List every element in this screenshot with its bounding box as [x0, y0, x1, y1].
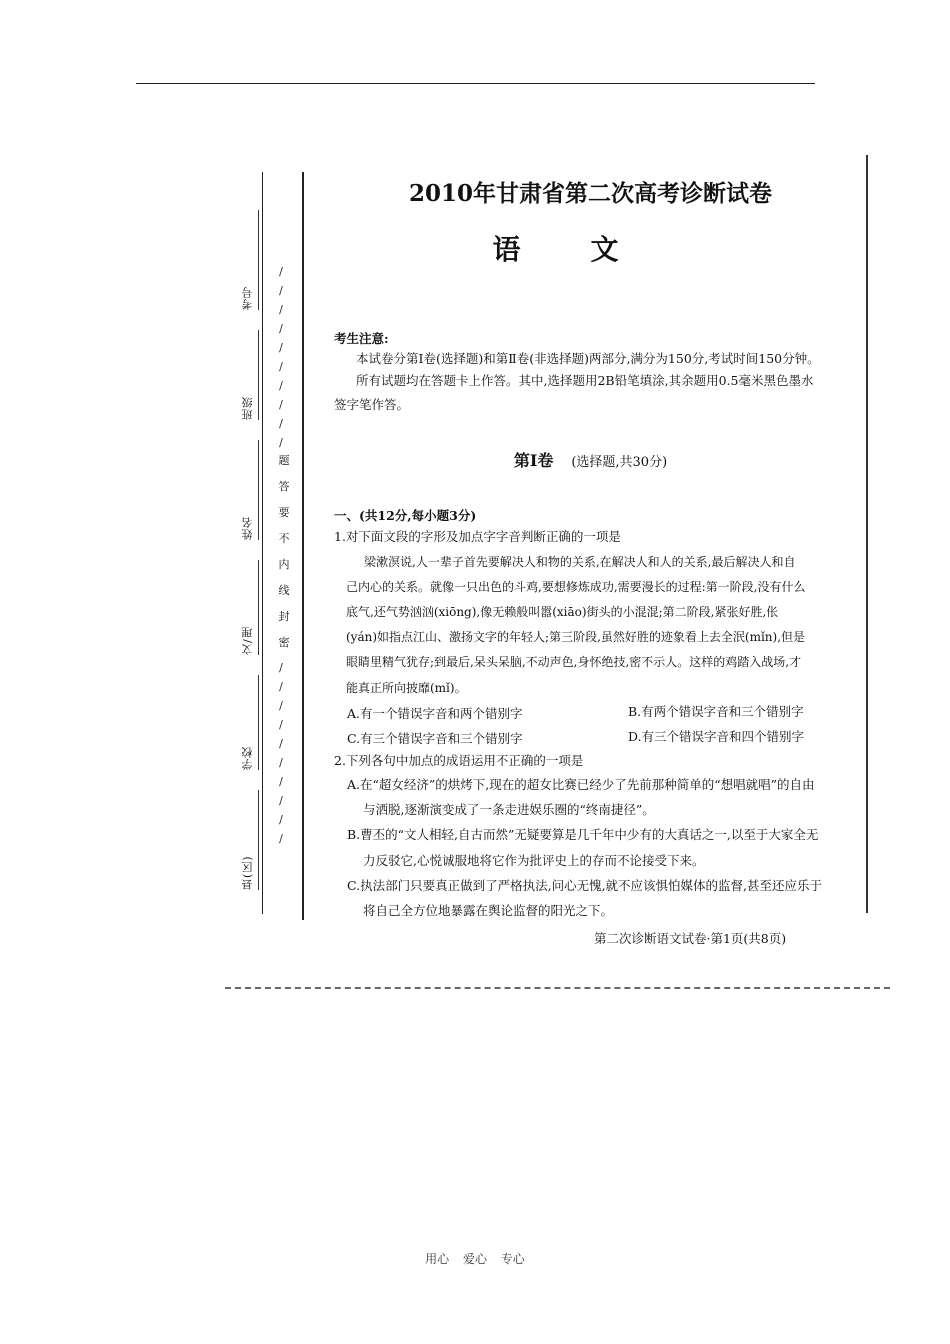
field-name-label: 姓名: [241, 516, 254, 540]
seal-char-1: 题: [278, 454, 290, 467]
field-class-label: 班级: [241, 396, 254, 420]
seal-char-8: 密: [278, 636, 290, 649]
page-footer: 第二次诊断语文试卷·第1页(共8页): [594, 931, 787, 946]
binding-line-right: [302, 172, 304, 920]
exam-title: 2010年甘肃省第二次高考诊断试卷: [408, 180, 772, 207]
field-school[interactable]: [240, 675, 259, 770]
seal-char-4: 不: [278, 532, 290, 545]
part1-heading: 一、(共12分,每小题3分): [334, 508, 477, 523]
field-exam-id-label: 考号: [241, 286, 254, 310]
passage-line: 能真正所向披靡(mǐ)。: [346, 681, 467, 695]
section-subtitle: (选择题,共30分): [571, 455, 668, 470]
q2-option-c[interactable]: C.执法部门只要真正做到了严格执法,问心无愧,就不应该惧怕媒体的监督,甚至还应乐于: [347, 878, 823, 893]
bottom-motto: 用心 爱心 专心: [425, 1252, 525, 1266]
notice-line-2: 所有试题均在答题卡上作答。其中,选择题用2B铅笔填涂,其余题用0.5毫米黑色墨水: [356, 373, 814, 388]
subject-char-b: 文: [590, 233, 689, 266]
passage-line: (yán)如指点江山、激扬文字的年轻人;第三阶段,虽然好胜的迹象看上去全泯(mǐn),但是: [346, 630, 806, 644]
header-rule: [136, 83, 815, 84]
q2-option-b[interactable]: B.曹丕的“文人相轻,自古而然”无疑要算是几千年中少有的大真话之一,以至于大家全无: [347, 827, 819, 842]
scan-bottom-edge: [225, 987, 890, 989]
passage-line: 眼睛里精气犹存;到最后,呆头呆脑,不动声色,身怀绝技,密不示人。这样的鸡踏入战场,才: [346, 655, 802, 669]
seal-char-7: 封: [278, 610, 290, 623]
field-name[interactable]: [240, 440, 259, 540]
scan-border-right: [866, 155, 868, 913]
seal-slashes-bottom: / / / / / / / / / /: [279, 661, 283, 845]
passage-line: 底气,还气势汹汹(xiōng),像无赖般叫嚣(xiāo)街头的小混混;第二阶段,紧张好胜,伥: [346, 605, 779, 619]
notice-line-1: 本试卷分第Ⅰ卷(选择题)和第Ⅱ卷(非选择题)两部分,满分为150分,考试时间150分钟。: [356, 351, 820, 366]
field-exam-id[interactable]: [240, 210, 259, 310]
q2-option-c-cont: 将自己全方位地暴露在舆论监督的阳光之下。: [363, 903, 614, 918]
subject-char-a: 语: [492, 233, 591, 266]
seal-char-2: 答: [278, 480, 290, 493]
seal-char-3: 要: [278, 506, 290, 519]
seal-char-6: 线: [278, 584, 290, 597]
q1-option-c[interactable]: C.有三个错误字音和三个错别字: [347, 731, 523, 746]
q2-option-a-cont: 与洒脱,逐渐演变成了一条走进娱乐圈的“终南捷径”。: [363, 802, 655, 817]
section-title: [318, 448, 863, 471]
seal-char-5: 内: [278, 558, 290, 571]
notice-heading: 考生注意:: [334, 331, 389, 346]
question-2: 2.下列各句中加点的成语运用不正确的一项是: [334, 753, 584, 768]
field-class[interactable]: [240, 330, 259, 420]
question-1: 1.对下面文段的字形及加点字字音判断正确的一项是: [334, 529, 621, 544]
passage-line: 梁漱溟说,人一辈子首先要解决人和物的关系,在解决人和人的关系,最后解决人和自: [364, 555, 796, 569]
binding-line-left: [262, 172, 263, 914]
q1-option-a[interactable]: A.有一个错误字音和两个错别字: [347, 706, 523, 721]
q2-option-b-cont: 力反驳它,心悦诚服地将它作为批评史上的存而不论接受下来。: [363, 853, 705, 868]
passage-line: 己内心的关系。就像一只出色的斗鸡,要想修炼成功,需要漫长的过程:第一阶段,没有什么: [346, 580, 806, 594]
field-track[interactable]: [240, 560, 259, 655]
q1-option-d[interactable]: D.有三个错误字音和四个错别字: [628, 729, 805, 744]
q2-option-a[interactable]: A.在“超女经济”的烘烤下,现在的超女比赛已经少了先前那种简单的“想唱就唱”的自由: [347, 777, 815, 792]
notice-line-3: 签字笔作答。: [334, 397, 410, 412]
seal-slashes-top: / / / / / / / / / /: [279, 265, 283, 449]
exam-subject: [318, 228, 863, 268]
field-track-label: 文/理: [241, 626, 254, 655]
section-volume: 第Ⅰ卷: [513, 451, 554, 470]
field-county[interactable]: [240, 790, 259, 890]
q1-option-b[interactable]: B.有两个错误字音和三个错别字: [628, 704, 804, 719]
field-county-label: 县(区): [241, 855, 254, 890]
field-school-label: 学校: [241, 746, 254, 770]
